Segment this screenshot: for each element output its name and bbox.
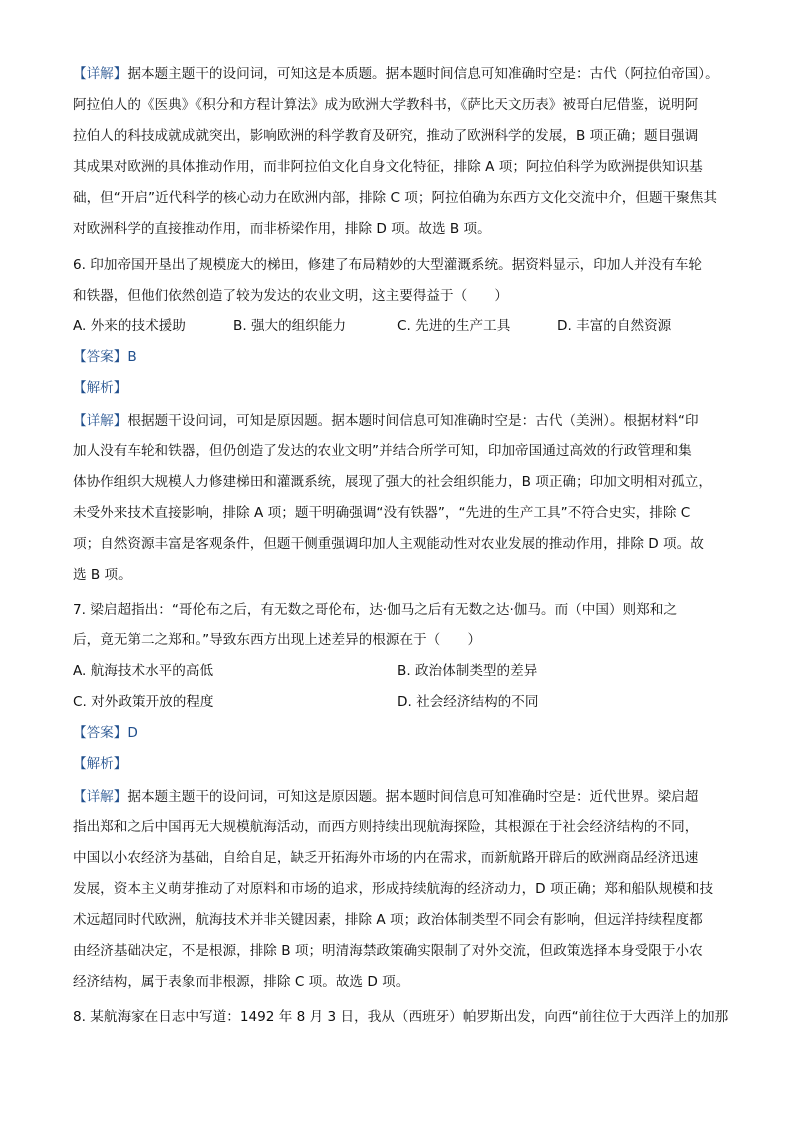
detail-tag: 【详解】 xyxy=(73,789,128,805)
q7-analysis-label: 【解析】 xyxy=(73,756,128,772)
q5-detail-line-3: 拉伯人的科技成就成就突出，影响欧洲的科学教育及研究，推动了欧洲科学的发展，B 项正确；题目强调 xyxy=(73,128,699,144)
q8-stem-line-1: 8. 某航海家在日志中写道：1492 年 8 月 3 日，我从（西班牙）帕罗斯出发，向西“前往位于大西洋上的加那 xyxy=(73,1009,729,1025)
q7-detail-line-2: 指出郑和之后中国再无大规模航海活动，而西方则持续出现航海探险，其根源在于社会经济结构的不同， xyxy=(73,819,699,835)
detail-tag: 【详解】 xyxy=(73,413,128,429)
q6-analysis-label: 【解析】 xyxy=(73,380,128,396)
q7-stem-line-2: 后，竟无第二之郑和。”导致东西方出现上述差异的根源在于（ ） xyxy=(73,632,482,648)
q7-detail-line-6: 由经济基础决定，不是根源，排除 B 项；明清海禁政策确实限制了对外交流，但政策选择本身受限于小农 xyxy=(73,943,703,959)
q7-detail-line-5: 术远超同时代欧洲，航海技术并非关键因素，排除 A 项；政治体制类型不同会有影响，但远洋持续程度都 xyxy=(73,912,703,928)
q7-detail-line-7: 经济结构，属于表象而非根源，排除 C 项。故选 D 项。 xyxy=(73,974,410,990)
q6-detail-line-1: 【详解】根据题干设问词，可知是原因题。据本题时间信息可知准确时空是：古代（美洲）。根据材料“印 xyxy=(73,413,699,429)
q5-detail-line-2: 阿拉伯人的《医典》《积分和方程计算法》成为欧洲大学教科书，《萨比天文历表》被哥白尼借鉴，说明阿 xyxy=(73,97,699,113)
q7-stem-line-1: 7. 梁启超指出：“哥伦布之后，有无数之哥伦布，达·伽马之后有无数之达·伽马。而（中国）则郑和之 xyxy=(73,602,677,618)
q6-answer: 【答案】B xyxy=(73,349,137,365)
q6-option-b: B. 强大的组织能力 xyxy=(233,318,347,334)
q6-option-c: C. 先进的生产工具 xyxy=(397,318,511,334)
q6-detail-line-5: 项；自然资源丰富是客观条件，但题干侧重强调印加人主观能动性对农业发展的推动作用，排除 D 项。故 xyxy=(73,536,704,552)
q7-option-b: B. 政治体制类型的差异 xyxy=(397,663,538,679)
q6-detail-line-2: 加人没有车轮和铁器，但仍创造了发达的农业文明”并结合所学可知，印加帝国通过高效的行政管理和集 xyxy=(73,443,692,459)
q7-detail-line-4: 发展，资本主义萌芽推动了对原料和市场的追求，形成持续航海的经济动力，D 项正确；郑和船队规模和技 xyxy=(73,881,714,897)
q7-detail-line-3: 中国以小农经济为基础，自给自足，缺乏开拓海外市场的内在需求，而新航路开辟后的欧洲商品经济迅速 xyxy=(73,850,699,866)
q5-detail-line-6: 对欧洲科学的直接推动作用，而非桥梁作用，排除 D 项。故选 B 项。 xyxy=(73,221,491,237)
q6-detail-line-4: 未受外来技术直接影响，排除 A 项；题干明确强调“没有铁器”，“先进的生产工具”不符合史实，排除 C xyxy=(73,505,691,521)
q5-detail-line-1: 【详解】据本题主题干的设问词，可知这是本质题。据本题时间信息可知准确时空是：古代（阿拉伯帝国）。 xyxy=(73,66,719,82)
q7-answer: 【答案】D xyxy=(73,725,138,741)
q7-option-c: C. 对外政策开放的程度 xyxy=(73,694,214,710)
q6-option-a: A. 外来的技术援助 xyxy=(73,318,186,334)
q6-option-d: D. 丰富的自然资源 xyxy=(557,318,672,334)
q6-detail-line-3: 体协作组织大规模人力修建梯田和灌溉系统，展现了强大的社会组织能力，B 项正确；印加文明相对孤立， xyxy=(73,474,712,490)
q5-detail-line-4: 其成果对欧洲的具体推动作用，而非阿拉伯文化自身文化特征，排除 A 项；阿拉伯科学为欧洲提供知识基 xyxy=(73,159,703,175)
q6-stem-line-1: 6. 印加帝国开垦出了规模庞大的梯田，修建了布局精妙的大型灌溉系统。据资料显示，印加人并没有车轮 xyxy=(73,257,703,273)
q7-detail-line-1: 【详解】据本题主题干的设问词，可知这是原因题。据本题时间信息可知准确时空是：近代世界。梁启超 xyxy=(73,789,699,805)
q5-detail-line-5: 础，但“开启”近代科学的核心动力在欧洲内部，排除 C 项；阿拉伯确为东西方文化交流中介，但题干聚焦其 xyxy=(73,190,717,206)
q6-detail-line-6: 选 B 项。 xyxy=(73,567,132,583)
q6-stem-line-2: 和铁器，但他们依然创造了较为发达的农业文明，这主要得益于（ ） xyxy=(73,288,508,304)
q7-option-a: A. 航海技术水平的高低 xyxy=(73,663,214,679)
q7-option-d: D. 社会经济结构的不同 xyxy=(397,694,539,710)
detail-tag: 【详解】 xyxy=(73,66,128,82)
